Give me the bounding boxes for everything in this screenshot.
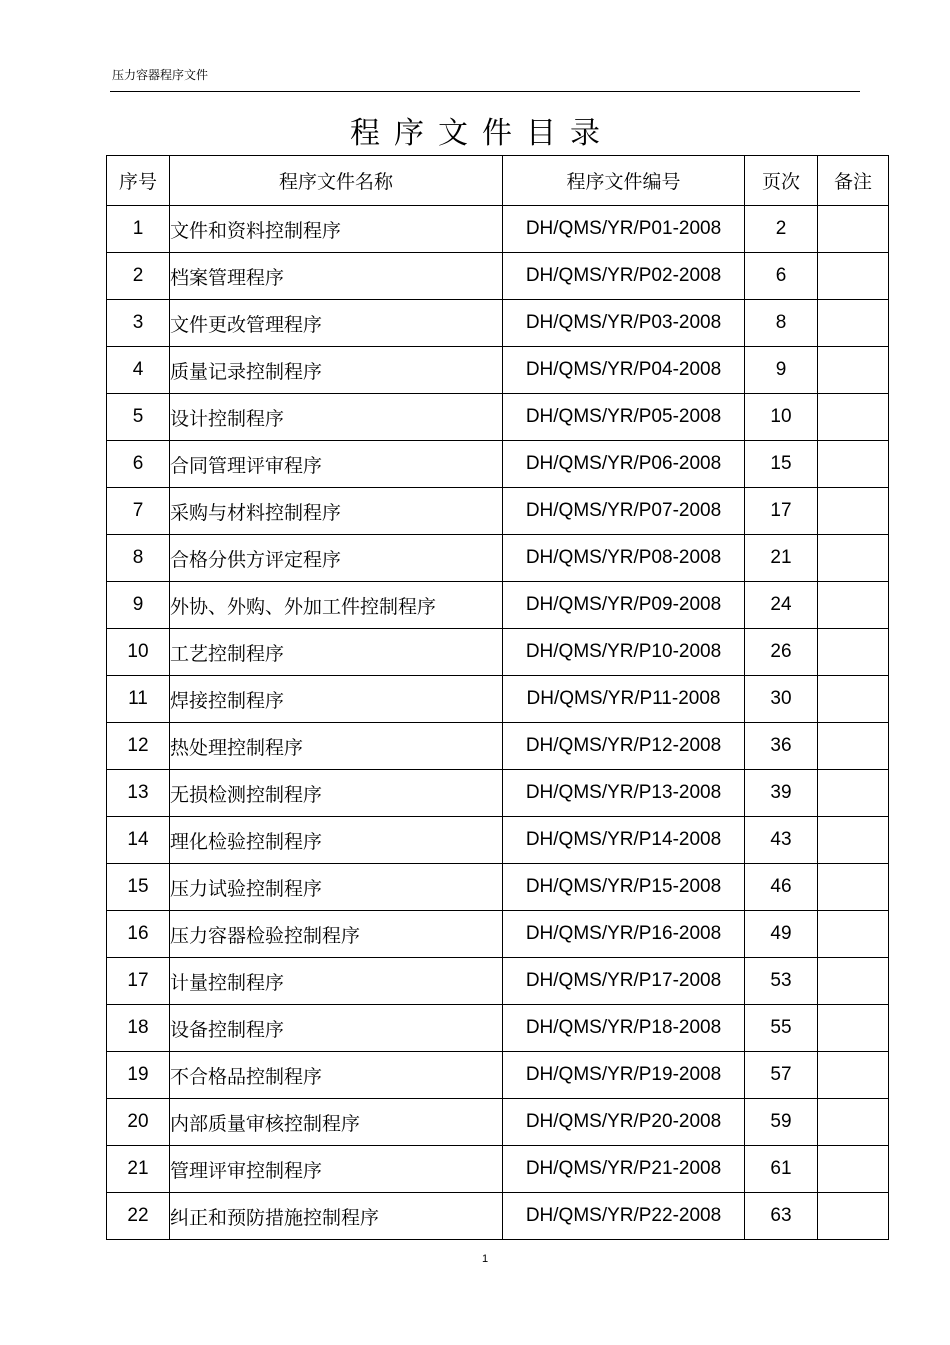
procedure-name: 焊接控制程序 bbox=[170, 676, 503, 723]
procedure-code: DH/QMS/YR/P21-2008 bbox=[503, 1146, 745, 1193]
table-row bbox=[107, 1052, 889, 1099]
table-header-row bbox=[107, 156, 889, 206]
remark-cell bbox=[818, 770, 889, 817]
row-number: 21 bbox=[107, 1146, 170, 1193]
procedure-name: 内部质量审核控制程序 bbox=[170, 1099, 503, 1146]
table-row bbox=[107, 1193, 889, 1240]
table-row bbox=[107, 347, 889, 394]
procedure-name: 采购与材料控制程序 bbox=[170, 488, 503, 535]
page-ref: 46 bbox=[745, 864, 818, 911]
running-header: 压力容器程序文件 bbox=[112, 68, 209, 82]
table-row bbox=[107, 676, 889, 723]
procedure-code: DH/QMS/YR/P16-2008 bbox=[503, 911, 745, 958]
column-header-note: 备注 bbox=[818, 156, 889, 206]
row-number: 11 bbox=[107, 676, 170, 723]
procedure-code: DH/QMS/YR/P13-2008 bbox=[503, 770, 745, 817]
row-number: 18 bbox=[107, 1005, 170, 1052]
remark-cell bbox=[818, 394, 889, 441]
page-title: 程序文件目录 bbox=[350, 116, 614, 151]
table-row bbox=[107, 958, 889, 1005]
row-number: 20 bbox=[107, 1099, 170, 1146]
page-ref: 15 bbox=[745, 441, 818, 488]
procedure-name: 设备控制程序 bbox=[170, 1005, 503, 1052]
remark-cell bbox=[818, 347, 889, 394]
procedure-name: 管理评审控制程序 bbox=[170, 1146, 503, 1193]
procedure-name: 压力容器检验控制程序 bbox=[170, 911, 503, 958]
procedure-name: 无损检测控制程序 bbox=[170, 770, 503, 817]
remark-cell bbox=[818, 1099, 889, 1146]
procedure-name: 质量记录控制程序 bbox=[170, 347, 503, 394]
remark-cell bbox=[818, 488, 889, 535]
row-number: 6 bbox=[107, 441, 170, 488]
remark-cell bbox=[818, 629, 889, 676]
page-ref: 26 bbox=[745, 629, 818, 676]
page-ref: 57 bbox=[745, 1052, 818, 1099]
procedure-code: DH/QMS/YR/P12-2008 bbox=[503, 723, 745, 770]
procedure-code: DH/QMS/YR/P06-2008 bbox=[503, 441, 745, 488]
procedure-code: DH/QMS/YR/P08-2008 bbox=[503, 535, 745, 582]
table-row bbox=[107, 864, 889, 911]
procedure-name: 工艺控制程序 bbox=[170, 629, 503, 676]
remark-cell bbox=[818, 958, 889, 1005]
procedure-code: DH/QMS/YR/P04-2008 bbox=[503, 347, 745, 394]
procedure-code: DH/QMS/YR/P02-2008 bbox=[503, 253, 745, 300]
page-ref: 59 bbox=[745, 1099, 818, 1146]
page-ref: 49 bbox=[745, 911, 818, 958]
remark-cell bbox=[818, 1005, 889, 1052]
column-header-page: 页次 bbox=[745, 156, 818, 206]
column-header-code: 程序文件编号 bbox=[503, 156, 745, 206]
remark-cell bbox=[818, 300, 889, 347]
remark-cell bbox=[818, 1052, 889, 1099]
remark-cell bbox=[818, 723, 889, 770]
procedure-code: DH/QMS/YR/P22-2008 bbox=[503, 1193, 745, 1240]
procedure-name: 压力试验控制程序 bbox=[170, 864, 503, 911]
page-ref: 24 bbox=[745, 582, 818, 629]
row-number: 9 bbox=[107, 582, 170, 629]
page-ref: 43 bbox=[745, 817, 818, 864]
row-number: 8 bbox=[107, 535, 170, 582]
row-number: 14 bbox=[107, 817, 170, 864]
remark-cell bbox=[818, 911, 889, 958]
procedure-name: 档案管理程序 bbox=[170, 253, 503, 300]
table-body bbox=[107, 206, 889, 1240]
page-ref: 39 bbox=[745, 770, 818, 817]
procedure-name: 设计控制程序 bbox=[170, 394, 503, 441]
table-row bbox=[107, 488, 889, 535]
table-row bbox=[107, 535, 889, 582]
page-ref: 8 bbox=[745, 300, 818, 347]
procedure-code: DH/QMS/YR/P14-2008 bbox=[503, 817, 745, 864]
row-number: 12 bbox=[107, 723, 170, 770]
procedure-code: DH/QMS/YR/P20-2008 bbox=[503, 1099, 745, 1146]
procedure-name: 文件更改管理程序 bbox=[170, 300, 503, 347]
row-number: 17 bbox=[107, 958, 170, 1005]
page-number: 1 bbox=[481, 1253, 489, 1265]
page-ref: 36 bbox=[745, 723, 818, 770]
header-rule bbox=[110, 91, 860, 92]
table-row bbox=[107, 253, 889, 300]
remark-cell bbox=[818, 535, 889, 582]
row-number: 16 bbox=[107, 911, 170, 958]
procedure-name: 合格分供方评定程序 bbox=[170, 535, 503, 582]
page-ref: 55 bbox=[745, 1005, 818, 1052]
row-number: 1 bbox=[107, 206, 170, 253]
page-ref: 6 bbox=[745, 253, 818, 300]
procedure-code: DH/QMS/YR/P19-2008 bbox=[503, 1052, 745, 1099]
procedure-code: DH/QMS/YR/P11-2008 bbox=[503, 676, 745, 723]
remark-cell bbox=[818, 253, 889, 300]
procedure-name: 不合格品控制程序 bbox=[170, 1052, 503, 1099]
page-ref: 17 bbox=[745, 488, 818, 535]
procedure-code: DH/QMS/YR/P07-2008 bbox=[503, 488, 745, 535]
table-row bbox=[107, 1005, 889, 1052]
procedure-name: 纠正和预防措施控制程序 bbox=[170, 1193, 503, 1240]
table-row bbox=[107, 582, 889, 629]
procedure-name: 外协、外购、外加工件控制程序 bbox=[170, 582, 503, 629]
page-ref: 9 bbox=[745, 347, 818, 394]
page-ref: 21 bbox=[745, 535, 818, 582]
page-ref: 10 bbox=[745, 394, 818, 441]
column-header-no: 序号 bbox=[107, 156, 170, 206]
table-row bbox=[107, 817, 889, 864]
row-number: 13 bbox=[107, 770, 170, 817]
remark-cell bbox=[818, 817, 889, 864]
remark-cell bbox=[818, 1193, 889, 1240]
procedure-name: 热处理控制程序 bbox=[170, 723, 503, 770]
table-row bbox=[107, 394, 889, 441]
procedure-catalog-table bbox=[106, 155, 889, 1240]
column-header-name: 程序文件名称 bbox=[170, 156, 503, 206]
procedure-code: DH/QMS/YR/P01-2008 bbox=[503, 206, 745, 253]
page-ref: 30 bbox=[745, 676, 818, 723]
table-row bbox=[107, 911, 889, 958]
remark-cell bbox=[818, 1146, 889, 1193]
remark-cell bbox=[818, 206, 889, 253]
row-number: 22 bbox=[107, 1193, 170, 1240]
procedure-name: 文件和资料控制程序 bbox=[170, 206, 503, 253]
page-ref: 61 bbox=[745, 1146, 818, 1193]
row-number: 10 bbox=[107, 629, 170, 676]
procedure-code: DH/QMS/YR/P18-2008 bbox=[503, 1005, 745, 1052]
procedure-name: 计量控制程序 bbox=[170, 958, 503, 1005]
procedure-code: DH/QMS/YR/P05-2008 bbox=[503, 394, 745, 441]
remark-cell bbox=[818, 676, 889, 723]
table-row bbox=[107, 206, 889, 253]
row-number: 4 bbox=[107, 347, 170, 394]
row-number: 19 bbox=[107, 1052, 170, 1099]
row-number: 15 bbox=[107, 864, 170, 911]
remark-cell bbox=[818, 441, 889, 488]
table-row bbox=[107, 1146, 889, 1193]
procedure-name: 理化检验控制程序 bbox=[170, 817, 503, 864]
procedure-code: DH/QMS/YR/P10-2008 bbox=[503, 629, 745, 676]
procedure-name: 合同管理评审程序 bbox=[170, 441, 503, 488]
page-ref: 63 bbox=[745, 1193, 818, 1240]
procedure-code: DH/QMS/YR/P09-2008 bbox=[503, 582, 745, 629]
row-number: 3 bbox=[107, 300, 170, 347]
table-row bbox=[107, 723, 889, 770]
procedure-code: DH/QMS/YR/P15-2008 bbox=[503, 864, 745, 911]
remark-cell bbox=[818, 864, 889, 911]
row-number: 5 bbox=[107, 394, 170, 441]
procedure-code: DH/QMS/YR/P17-2008 bbox=[503, 958, 745, 1005]
row-number: 2 bbox=[107, 253, 170, 300]
table-row bbox=[107, 1099, 889, 1146]
table-row bbox=[107, 441, 889, 488]
page-ref: 2 bbox=[745, 206, 818, 253]
procedure-code: DH/QMS/YR/P03-2008 bbox=[503, 300, 745, 347]
remark-cell bbox=[818, 582, 889, 629]
table-row bbox=[107, 770, 889, 817]
table-row bbox=[107, 629, 889, 676]
row-number: 7 bbox=[107, 488, 170, 535]
page-ref: 53 bbox=[745, 958, 818, 1005]
table-row bbox=[107, 300, 889, 347]
